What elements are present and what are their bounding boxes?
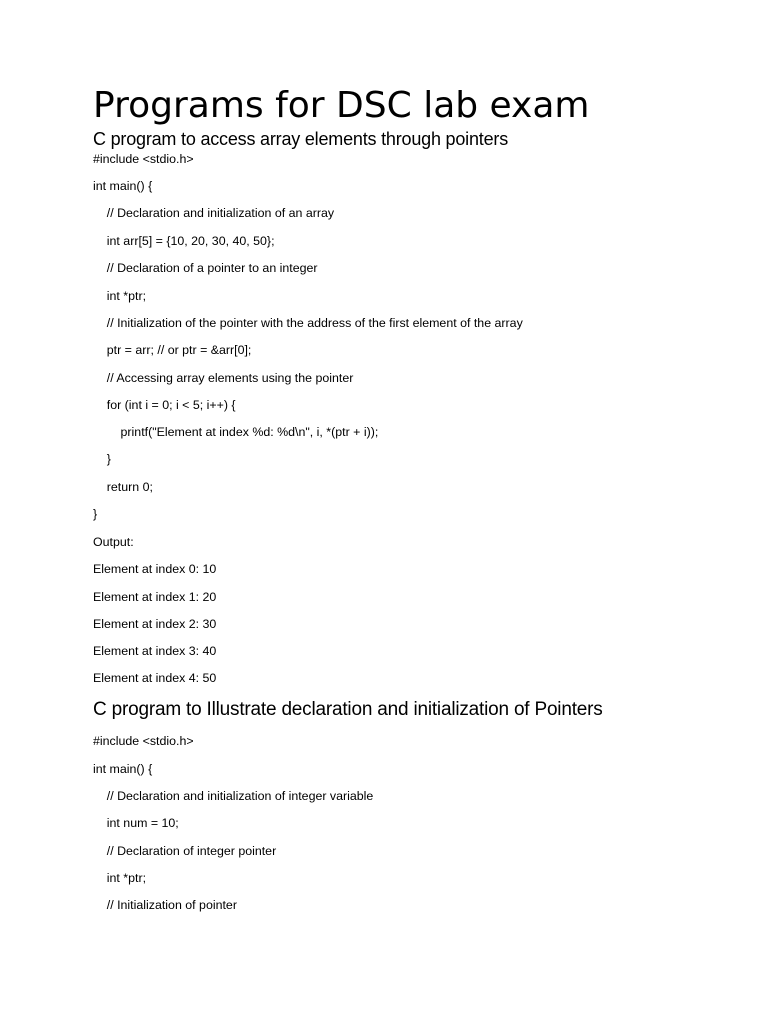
output-line: Element at index 2: 30 — [93, 617, 217, 631]
code-line: // Initialization of pointer — [93, 898, 237, 912]
code-line: // Declaration of integer pointer — [93, 844, 277, 858]
code-line: int *ptr; — [93, 871, 147, 885]
code-line: #include <stdio.h> — [93, 152, 194, 166]
code-line: // Declaration and initialization of an array — [93, 206, 335, 220]
code-line: // Declaration of a pointer to an integer — [93, 261, 318, 275]
output-label: Output: — [93, 535, 134, 549]
code-line: // Accessing array elements using the pointer — [93, 371, 354, 385]
code-line: } — [93, 452, 111, 466]
code-line: } — [93, 507, 98, 521]
output-line: Element at index 3: 40 — [93, 644, 217, 658]
code-line: return 0; — [93, 480, 153, 494]
code-line: // Initialization of the pointer with the address of the first element of the array — [93, 316, 523, 330]
code-line: int main() { — [93, 762, 153, 776]
code-line: for (int i = 0; i < 5; i++) { — [93, 398, 236, 412]
output-line: Element at index 4: 50 — [93, 671, 217, 685]
document-title: Programs for DSC lab exam — [93, 85, 590, 126]
code-line: int main() { — [93, 179, 153, 193]
section-heading-pointer-declaration: C program to Illustrate declaration and initialization of Pointers — [93, 699, 603, 720]
code-line: printf("Element at index %d: %d\n", i, *(ptr + i)); — [93, 425, 379, 439]
output-line: Element at index 0: 10 — [93, 562, 217, 576]
output-line: Element at index 1: 20 — [93, 590, 217, 604]
code-line: #include <stdio.h> — [93, 734, 194, 748]
code-line: // Declaration and initialization of integer variable — [93, 789, 374, 803]
code-line: int num = 10; — [93, 816, 179, 830]
code-line: int arr[5] = {10, 20, 30, 40, 50}; — [93, 234, 275, 248]
section-heading-array-pointers: C program to access array elements through pointers — [93, 129, 508, 149]
code-line: int *ptr; — [93, 289, 147, 303]
code-line: ptr = arr; // or ptr = &arr[0]; — [93, 343, 252, 357]
